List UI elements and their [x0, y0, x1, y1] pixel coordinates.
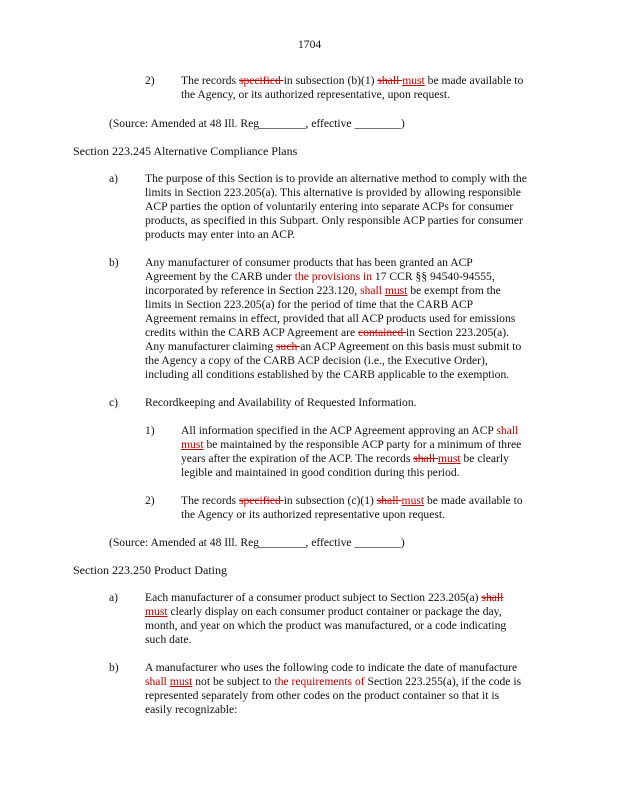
paragraph-line: the Agency a copy of the CARB ACP decision (i.e., the Executive Order), — [145, 354, 488, 367]
list-label: 1) — [145, 424, 155, 437]
paragraph-line: The records specified in subsection (c)(1) shall must be made available to — [181, 494, 523, 507]
paragraph-line: the Agency or its authorized representative upon request. — [181, 508, 445, 521]
paragraph-line: A manufacturer who uses the following code to indicate the date of manufacture — [145, 661, 518, 674]
source-note: (Source: Amended at 48 Ill. Reg________, effective ________) — [109, 117, 405, 130]
paragraph-line: limits in Section 223.205(a) for the period of time that the CARB ACP — [145, 298, 474, 311]
paragraph-line: All information specified in the ACP Agreement approving an ACP shall — [181, 424, 519, 437]
paragraph-line: years after the expiration of the ACP. The records shall must be clearly — [181, 452, 509, 465]
list-label: b) — [109, 661, 119, 674]
paragraph-line: such date. — [145, 633, 192, 646]
paragraph-line: easily recognizable: — [145, 703, 238, 716]
list-label: b) — [109, 256, 119, 269]
paragraph-line: products, as specified in this Subpart. Only responsible ACP parties for consumer — [145, 214, 523, 227]
paragraph-line: Any manufacturer claiming such an ACP Agreement on this basis must submit to — [145, 340, 522, 353]
paragraph-line: credits within the CARB ACP Agreement are contained in Section 223.205(a). — [145, 326, 510, 339]
paragraph-line: The records specified in subsection (b)(1) shall must be made available to — [181, 74, 524, 87]
paragraph-line: Recordkeeping and Availability of Requested Information. — [145, 396, 417, 409]
paragraph-line: represented separately from other codes on the product container so that it is — [145, 689, 500, 702]
list-label: 2) — [145, 74, 155, 87]
paragraph-line: month, and year on which the product was manufactured, or a code indicating — [145, 619, 507, 632]
list-label: c) — [109, 396, 119, 409]
section-heading: Section 223.245 Alternative Compliance Plans — [73, 144, 298, 158]
paragraph-line: including all conditions established by the CARB applicable to the exemption. — [145, 368, 510, 381]
paragraph-line: shall must not be subject to the requirements of Section 223.255(a), if the code is — [145, 675, 522, 688]
paragraph-line: the Agency, or its authorized representative, upon request. — [181, 88, 451, 101]
source-note: (Source: Amended at 48 Ill. Reg________, effective ________) — [109, 536, 405, 549]
paragraph-line: legible and maintained in good condition during this period. — [181, 466, 460, 479]
paragraph-line: products may enter into an ACP. — [145, 228, 296, 241]
paragraph-line: must be maintained by the responsible ACP party for a minimum of three — [181, 438, 522, 451]
list-label: 2) — [145, 494, 155, 507]
section-heading: Section 223.250 Product Dating — [73, 563, 227, 577]
paragraph-line: Agreement remains in effect, provided that all ACP products used for emissions — [145, 312, 516, 325]
list-label: a) — [109, 172, 119, 185]
paragraph-line: incorporated by reference in Section 223.120, shall must be exempt from the — [145, 284, 501, 297]
paragraph-line: The purpose of this Section is to provide an alternative method to comply with the — [145, 172, 527, 185]
paragraph-line: limits in Section 223.205(a). This alternative is provided by allowing responsible — [145, 186, 521, 199]
list-label: a) — [109, 591, 119, 604]
page-number: 1704 — [298, 38, 322, 51]
paragraph-line: Each manufacturer of a consumer product subject to Section 223.205(a) shall — [145, 591, 504, 604]
paragraph-line: must clearly display on each consumer product container or package the day, — [145, 605, 502, 618]
paragraph-line: ACP parties the option of voluntarily entering into separate ACPs for consumer — [145, 200, 514, 213]
paragraph-line: Agreement by the CARB under the provisions in 17 CCR §§ 94540-94555, — [145, 270, 495, 283]
paragraph-line: Any manufacturer of consumer products that has been granted an ACP — [145, 256, 473, 269]
